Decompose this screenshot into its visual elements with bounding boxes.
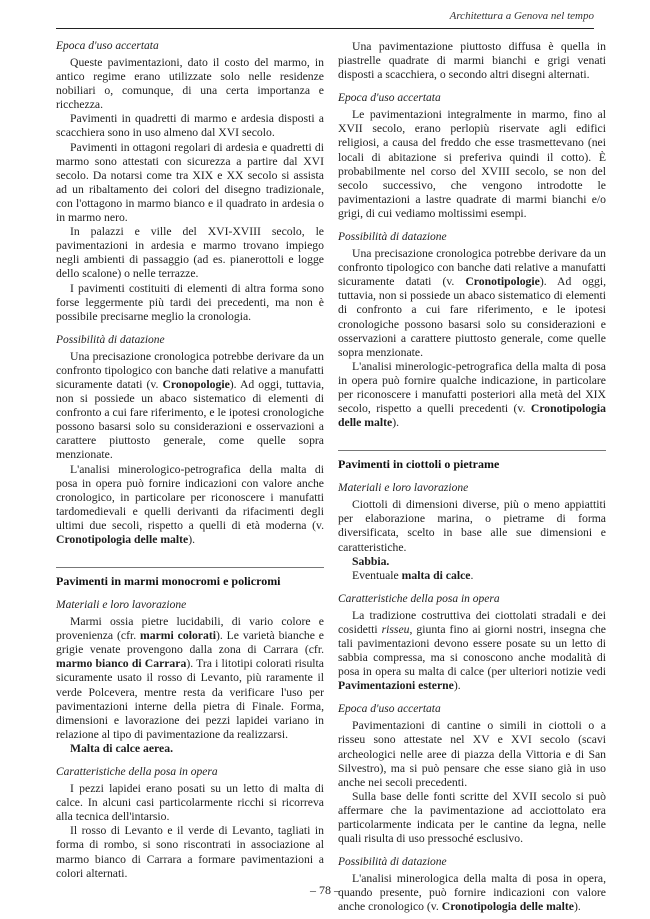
page-number: – 78 – (310, 883, 340, 897)
paragraph: L'analisi minerologic-petrografica della malta di posa in opera può fornire qualche indicazione, in particolare per riconoscere i manufatti posteriori alla metà del XIX secolo, rispetto a quelli precedenti (v. Cronotipologia delle malte). (338, 359, 606, 430)
paragraph: Marmi ossia pietre lucidabili, di vario colore e provenienza (cfr. marmi colorati). Le varietà bianche e grigie venate provengono dalla zona di Carrara (cfr. marmo bianco di Carrara). Tra i litotipi colorati risulta sicuramente usato il rosso di Levanto, più raramente il verde Polcevera, mentre resta da verificare l'uso per pavimentazioni interne della pietra di Finale. Forma, dimensioni e lavorazione dei pezzi lapidei variano in relazione al tipo di pavimentazione da realizzarsi. (56, 615, 324, 741)
section-heading-epoca: Epoca d'uso accertata (56, 40, 159, 52)
section-heading-epoca-2: Epoca d'uso accertata (338, 703, 441, 716)
header-rule (56, 28, 594, 29)
paragraph: Eventuale malta di calce. (352, 568, 474, 582)
paragraph: In palazzi e ville del XVI-XVIII secolo, le pavimentazioni in ardesia e marmo trovano impiego negli ambienti di passaggio (ad es. pianerottoli e logge dello scalone) o nelle terrazze. (56, 225, 324, 281)
section-heading-epoca: Epoca d'uso accertata (338, 92, 441, 105)
paragraph: Una precisazione cronologica potrebbe derivare da un confronto tipologico con banche dati relative a manufatti sicuramente datati (v. Cronopologie). Ad oggi, tuttavia, non si possiede un abaco sistematico di elementi di confronto a cui fare riferimento, e le ipotesi cronologiche possono basarsi solo su considerazioni e osservazioni a carattere piuttosto generale, come quelle sopra menzionate. (56, 349, 324, 462)
running-head (0, 10, 650, 26)
section-heading-datazione: Possibilità di datazione (338, 231, 447, 244)
paragraph: Sabbia. (352, 554, 390, 568)
paragraph: Pavimenti in ottagoni regolari di ardesia e quadretti di marmo sono attestati con sicurezza a partire dal XVI secolo. Da notarsi come tra XIX e XX secolo si assista ad un ribaltamento dei colori del disegno tradizionale, con l'ottagono in marmo bianco e il quadrato in ardesia o in marmo nero. (56, 140, 324, 225)
paragraph: Malta di calce aerea. (70, 741, 173, 755)
paragraph: Ciottoli di dimensioni diverse, più o meno appiattiti per elaborazione marina, o pietrame di forma diversificata, scelto in base alle sue dimensioni e caratteristiche. (338, 498, 606, 554)
paragraph: Pavimenti in quadretti di marmo e ardesia disposti a scacchiera sono in uso almeno dal XVI secolo. (56, 112, 324, 140)
section-heading-datazione: Possibilità di datazione (56, 333, 165, 346)
paragraph: I pavimenti costituiti di elementi di altra forma sono forse leggermente più tardi dei precedenti, ma non è possibile precisarne meglio la cronologia. (56, 281, 324, 323)
cross-reference: marmi colorati (140, 629, 216, 643)
left-column (56, 40, 324, 881)
cross-reference: Cronotipologia delle malte (338, 402, 606, 430)
section-title-marmi: Pavimenti in marmi monocromi e policromi (56, 574, 281, 589)
cross-reference: Cronotipologie (465, 275, 540, 289)
section-heading-posa: Caratteristiche della posa in opera (56, 766, 218, 779)
paragraph: Una precisazione cronologica potrebbe derivare da un confronto tipologico con banche dati relative a manufatti sicuramente datati (v. Cronotipologie). Ad oggi, tuttavia, non si possiede un abaco sistematico di elementi di confronto a cui fare riferimento, e le ipotesi cronologiche possono basarsi solo su considerazioni e osservazioni a carattere piuttosto generale, come quelle sopra menzionate. (338, 247, 606, 359)
paragraph: Una pavimentazione piuttosto diffusa è quella in piastrelle quadrate di marmi bianchi e grigi venati disposti a scacchiera, o secondo altri disegni alternati. (338, 40, 606, 82)
paragraph: Le pavimentazioni integralmente in marmo, fino al XVII secolo, erano perlopiù riservate agli edifici religiosi, a causa del freddo che esse trasmettevano (nei locali di abitazione si preferiva quindi il cotto). È probabilmente nel corso del XVIII secolo, se non del secolo successivo, che vengono introdotte le pavimentazioni a lastre quadrate di marmi bianchi e/o grigi, di cui vediamo moltissimi esempi. (338, 108, 606, 220)
section-heading-posa: Caratteristiche della posa in opera (338, 592, 500, 605)
cross-reference: Cronotipologia delle malte (56, 533, 189, 546)
paragraph: Queste pavimentazioni, dato il costo del marmo, in antico regime erano utilizzate solo nelle residenze nobiliari o, comunque, di una certa importanza e ricchezza. (56, 56, 324, 112)
right-column (338, 40, 606, 915)
paragraph: I pezzi lapidei erano posati su un letto di malta di calce. In alcuni casi particolarmente ricchi si ricorreva alla tecnica dell'intarsio. (56, 782, 324, 824)
paragraph: Il rosso di Levanto e il verde di Levanto, tagliati in forma di rombo, si sono riscontrati in associazione al marmo bianco di Carrara a formare pavimentazioni a colori alternati. (56, 824, 324, 880)
running-title: Architettura a Genova nel tempo (449, 10, 594, 22)
section-heading-materiali: Materiali e loro lavorazione (338, 482, 469, 495)
section-title-ciottoli: Pavimenti in ciottoli o pietrame (338, 457, 500, 472)
paragraph: Sulla base delle fonti scritte del XVII secolo si può affermare che la pavimentazione ad acciottolato era particolarmente indicata per le cantine da legna, nelle quali risulta di uso pressoché esclusivo. (338, 789, 606, 846)
section-rule (56, 567, 324, 568)
cross-reference: malta di calce (401, 568, 471, 582)
section-heading-materiali: Materiali e loro lavorazione (56, 599, 187, 612)
paragraph: Pavimentazioni di cantine o simili in ciottoli o a risseu sono attestate nel XV e XVI secolo (scavi archeologici nelle aree di piazza della Vittoria e di San Silvestro), ma si può pensare che esse siano già in uso anche nei secoli precedenti. (338, 719, 606, 789)
cross-reference: marmo bianco di Carrara (56, 657, 187, 671)
section-heading-datazione-2: Possibilità di datazione (338, 856, 447, 869)
section-rule (338, 450, 606, 451)
paragraph: L'analisi minerologico-petrografica della malta di posa in opera può fornire indicazioni con valore anche cronologico, in particolare per riconoscere i manufatti tardomedievali e quelli derivanti da rifacimenti degli ultimi due secoli, rispetto a quelli di età moderna (v. Cronotipologia delle malte). (56, 462, 324, 546)
cross-reference: Cronopologie (162, 377, 230, 391)
paragraph: La tradizione costruttiva dei ciottolati stradali e dei cosidetti risseu, giunta fino ai giorni nostri, insegna che tali pavimentazioni devono essere posate su un letto di sabbia compressa, ma si conoscono anche modalità di posa in opera su malta di calce (per ulteriori notizie vedi Pavimentazioni esterne). (338, 608, 606, 693)
cross-reference: Cronotipologia delle malte (441, 900, 574, 914)
cross-reference: Pavimentazioni esterne (338, 679, 454, 693)
paragraph: L'analisi minerologica della malta di posa in opera, quando presente, può fornire indicazioni con valore anche cronologico (v. Cronotipologia delle malte). (338, 872, 606, 914)
